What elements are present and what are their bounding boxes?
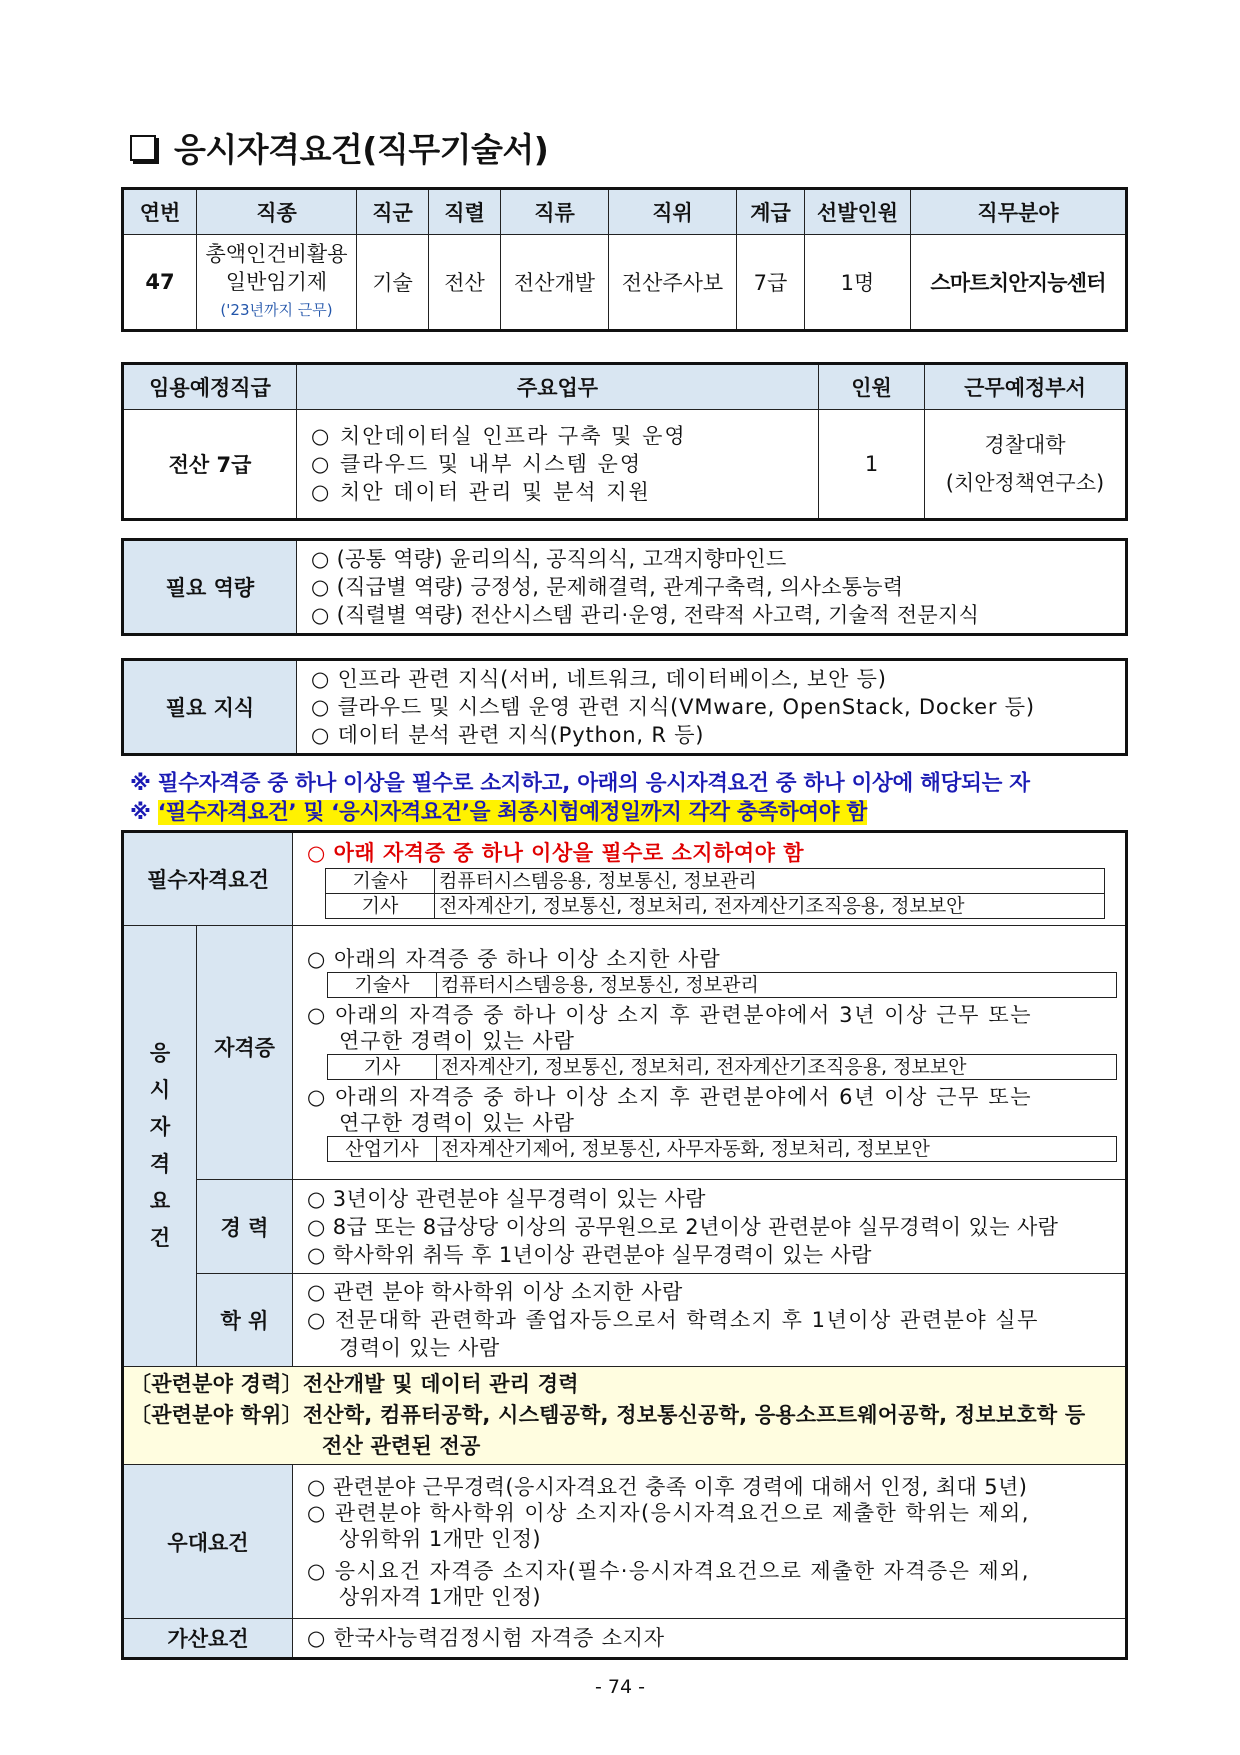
qual-char: 응 <box>149 1041 171 1065</box>
career-list <box>293 1180 1127 1274</box>
type-note: ('23년까지 근무) <box>220 301 333 319</box>
degree-list <box>293 1274 1127 1367</box>
preference-label: 우대요건 <box>123 1465 293 1619</box>
degree-item: ○ 전문대학 관련학과 졸업자등으로서 학력소지 후 1년이상 관련분야 실무 <box>307 1308 1039 1332</box>
knowledge-item: ○ 클라우드 및 시스템 운영 관련 지식(VMware, OpenStack, Docker 등) <box>311 695 1035 719</box>
header-series: 직렬 <box>429 189 501 235</box>
type-line2: 일반임기제 <box>225 270 328 294</box>
header-class: 직류 <box>501 189 609 235</box>
knowledge-table <box>121 658 1128 756</box>
preference-item-cont: 상위학위 1개만 인정) <box>339 1526 541 1551</box>
row-position: 전산주사보 <box>609 235 737 331</box>
headcount: 1 <box>819 410 925 520</box>
cert-item-cont: 연구한 경력이 있는 사람 <box>339 1110 575 1135</box>
competency-item: ○ (공통 역량) 윤리의식, 공직의식, 고객지향마인드 <box>311 547 787 571</box>
qual-char: 시 <box>149 1078 171 1102</box>
degree-label: 학 위 <box>197 1274 293 1367</box>
knowledge-list <box>297 660 1127 755</box>
position-table <box>121 187 1128 332</box>
career-item: ○ 3년이상 관련분야 실무경력이 있는 사람 <box>307 1186 706 1211</box>
cert-item-text: ○ 아래의 자격증 중 하나 이상 소지 후 관련분야에서 6년 이상 근무 또는 <box>307 1084 1033 1109</box>
note-requirement: ※ 필수자격증 중 하나 이상을 필수로 소지하고, 아래의 응시자격요건 중 하나 이상에 해당되는 자 <box>130 771 1030 796</box>
duty-table <box>121 362 1128 521</box>
header-dept: 근무예정부서 <box>925 364 1127 410</box>
cert-item-text: ○ 아래의 자격증 중 하나 이상 소지한 사람 <box>307 946 721 971</box>
duty-item: ○ 클라우드 및 내부 시스템 운영 <box>311 452 643 476</box>
career-item: ○ 8급 또는 8급상당 이상의 공무원으로 2년이상 관련분야 실무경력이 있는 사람 <box>307 1214 1059 1239</box>
competency-label: 필요 역량 <box>123 540 297 635</box>
related-fields <box>123 1367 1127 1465</box>
row-type <box>197 235 357 331</box>
row-grade: 7급 <box>737 235 805 331</box>
competency-item: ○ (직렬별 역량) 전산시스템 관리·운영, 전략적 사고력, 기술적 전문지식 <box>311 603 980 627</box>
mandatory-cert-table <box>325 868 1105 919</box>
page-number: - 74 - <box>595 1676 645 1698</box>
header-field: 직무분야 <box>911 189 1127 235</box>
dept-line2: (치안정책연구소) <box>945 471 1105 495</box>
mandatory-cell <box>293 832 1127 926</box>
knowledge-item: ○ 데이터 분석 관련 지식(Python, R 등) <box>311 723 705 747</box>
note-deadline <box>130 795 867 826</box>
header-group: 직군 <box>357 189 429 235</box>
cert-label: 자격증 <box>197 926 293 1180</box>
cert-item-cont: 연구한 경력이 있는 사람 <box>339 1028 575 1053</box>
qual-char: 요 <box>149 1189 171 1213</box>
checkbox-square-icon <box>130 135 156 161</box>
career-item: ○ 학사학위 취득 후 1년이상 관련분야 실무경력이 있는 사람 <box>307 1242 872 1267</box>
cert-list: 컴퓨터시스템응용, 정보통신, 정보관리 <box>435 868 1105 893</box>
dept-line1: 경찰대학 <box>984 433 1066 457</box>
preference-item: ○ 응시요건 자격증 소지자(필수·응시자격요건으로 제출한 자격증은 제외, <box>307 1558 1030 1583</box>
qual-char: 건 <box>149 1226 171 1250</box>
cert-list: 컴퓨터시스템응용, 정보통신, 정보관리 <box>437 972 1117 997</box>
header-grade: 계급 <box>737 189 805 235</box>
page-title-text: 응시자격요건(직무기술서) <box>174 130 549 169</box>
header-headcount: 인원 <box>819 364 925 410</box>
related-degree-cont: 전산 관련된 전공 <box>322 1434 481 1458</box>
qual-char: 격 <box>149 1152 171 1176</box>
cert-table <box>327 1136 1117 1162</box>
competency-table <box>121 538 1128 636</box>
header-appoint-grade: 임용예정직급 <box>123 364 297 410</box>
cert-list: 전자계산기제어, 정보통신, 사무자동화, 정보처리, 정보보안 <box>437 1136 1117 1161</box>
cert-kind: 기사 <box>328 1054 437 1079</box>
note2-highlight: ‘필수자격요건’ 및 ‘응시자격요건’을 최종시험예정일까지 각각 충족하여야 함 <box>157 800 867 825</box>
cert-kind: 산업기사 <box>328 1136 437 1161</box>
qual-char: 자 <box>149 1115 171 1139</box>
cert-kind: 기사 <box>326 893 435 918</box>
career-label: 경 력 <box>197 1180 293 1274</box>
preference-item: ○ 관련분야 학사학위 이상 소지자(응시자격요건으로 제출한 학위는 제외, <box>307 1500 1030 1525</box>
duty-item: ○ 치안데이터실 인프라 구축 및 운영 <box>311 424 687 448</box>
row-series: 전산 <box>429 235 501 331</box>
row-group: 기술 <box>357 235 429 331</box>
type-line1: 총액인건비활용 <box>205 242 348 266</box>
row-class: 전산개발 <box>501 235 609 331</box>
header-count: 선발인원 <box>805 189 911 235</box>
preference-item: ○ 관련분야 근무경력(응시자격요건 충족 이후 경력에 대해서 인정, 최대 5년) <box>307 1474 1028 1499</box>
knowledge-label: 필요 지식 <box>123 660 297 755</box>
header-position: 직위 <box>609 189 737 235</box>
bonus-label: 가산요건 <box>123 1619 293 1659</box>
preference-item-cont: 상위자격 1개만 인정) <box>339 1584 541 1609</box>
knowledge-item: ○ 인프라 관련 지식(서버, 네트워크, 데이터베이스, 보안 등) <box>311 667 887 691</box>
row-no: 47 <box>123 235 197 331</box>
row-count: 1명 <box>805 235 911 331</box>
note2-prefix: ※ <box>130 800 158 825</box>
duties-list <box>297 410 819 520</box>
competency-item: ○ (직급별 역량) 긍정성, 문제해결력, 관계구축력, 의사소통능력 <box>311 575 904 599</box>
duty-item: ○ 치안 데이터 관리 및 분석 지원 <box>311 480 651 504</box>
cert-table <box>327 972 1117 998</box>
cert-table <box>327 1054 1117 1080</box>
cert-item-text: ○ 아래의 자격증 중 하나 이상 소지 후 관련분야에서 3년 이상 근무 또는 <box>307 1002 1033 1027</box>
cert-cell <box>293 926 1127 1180</box>
requirements-table <box>121 830 1128 1660</box>
mandatory-label: 필수자격요건 <box>123 832 293 926</box>
row-field: 스마트치안지능센터 <box>911 235 1127 331</box>
bonus-item: ○ 한국사능력검정시험 자격증 소지자 <box>293 1619 1127 1659</box>
page-title <box>130 124 548 171</box>
preference-list <box>293 1465 1127 1619</box>
degree-item: ○ 관련 분야 학사학위 이상 소지한 사람 <box>307 1280 683 1304</box>
competency-list <box>297 540 1127 635</box>
header-type: 직종 <box>197 189 357 235</box>
cert-list: 전자계산기, 정보통신, 정보처리, 전자계산기조직응용, 정보보안 <box>437 1054 1117 1079</box>
related-career: 〔관련분야 경력〕전산개발 및 데이터 관리 경력 <box>130 1372 579 1396</box>
mandatory-text: ○ 아래 자격증 중 하나 이상을 필수로 소지하여야 함 <box>307 840 805 865</box>
cert-kind: 기술사 <box>326 868 435 893</box>
header-no: 연번 <box>123 189 197 235</box>
related-degree: 〔관련분야 학위〕전산학, 컴퓨터공학, 시스템공학, 정보통신공학, 응용소프트웨어공학, 정보보호학 등 <box>130 1403 1086 1427</box>
qualification-label <box>123 926 197 1367</box>
cert-kind: 기술사 <box>328 972 437 997</box>
header-duties: 주요업무 <box>297 364 819 410</box>
appoint-grade: 전산 7급 <box>123 410 297 520</box>
cert-list: 전자계산기, 정보통신, 정보처리, 전자계산기조직응용, 정보보안 <box>435 893 1105 918</box>
degree-item-cont: 경력이 있는 사람 <box>339 1336 500 1360</box>
dept <box>925 410 1127 520</box>
